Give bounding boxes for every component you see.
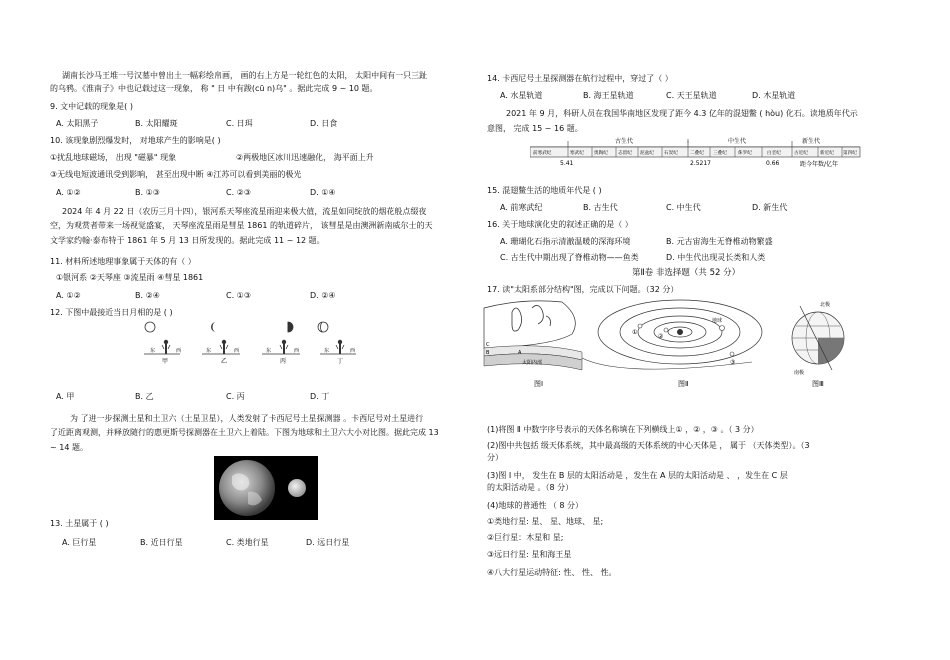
q17-part-4-1: ①类地行星: 星、 星、地球、 星;	[487, 517, 604, 526]
q17-part-4-4: ④八大行星运动特征: 性、 性、 性。	[487, 568, 617, 577]
planet-1-icon	[664, 328, 668, 332]
q9-option-d[interactable]: D. 日食	[310, 119, 338, 128]
q17-part-1: (1)将图 Ⅱ 中数字序号表示的天体名称填在下列横线上① ，② ，③ 。（ 3 分）	[487, 425, 759, 434]
q10-option-b[interactable]: B. ①③	[135, 188, 160, 197]
timeline-unit: 距今年数/亿年	[800, 161, 839, 168]
svg-text:东: 东	[206, 348, 212, 354]
intro-15-16-line1: 2021 年 9 月，科研人员在我国华南地区发现了距今 4.3 亿年的混翅鳖 ( hòu) 化石。读地质年代示	[506, 109, 858, 118]
q11-option-d[interactable]: D. ②④	[310, 291, 336, 300]
question-13: 13. 土星属于 ( )	[50, 519, 109, 528]
north-pole-label: 北极	[820, 302, 831, 308]
orbit-num-2: ②	[658, 333, 664, 340]
moon-phase-figure	[140, 318, 360, 374]
svg-text:西: 西	[176, 348, 182, 354]
q13-option-c[interactable]: C. 类地行星	[226, 538, 269, 547]
period-precambrian: 前寒武纪	[533, 151, 552, 156]
q17-part-2-line1: (2)图中共包括 级天体系统，其中最高级的天体系统的中心天体是 ， 属于 （天体类型）。（3	[487, 441, 810, 450]
q9-option-a[interactable]: A. 太阳黑子	[56, 119, 99, 128]
q11-option-b[interactable]: B. ②④	[135, 291, 160, 300]
fig-label-yi: 乙	[221, 358, 228, 365]
q10-item-2: ②两极地区冰川迅速融化， 海平面上升	[236, 153, 374, 162]
sun-icon	[677, 329, 683, 335]
figure-3-globe	[792, 301, 844, 388]
age-541: 5.41	[560, 160, 574, 167]
section-2-title: 第Ⅱ卷 非选择题（共 52 分）	[632, 268, 741, 278]
q11-option-c[interactable]: C. ①③	[226, 291, 252, 300]
q17-part-3-line2: 的太阳活动是 。（8 分）	[487, 483, 574, 492]
fig-label-bing: 丙	[280, 358, 287, 365]
figure-3-label: 图Ⅲ	[812, 380, 824, 388]
age-066: 0.66	[766, 160, 780, 167]
period-devonian: 泥盆纪	[640, 151, 654, 156]
intro-11-12-line3: 文学家约翰·泰布特于 1861 年 5 月 13 日所发现的。据此完成 11 ~ 12 题。	[50, 236, 325, 245]
planet-3-icon	[730, 352, 734, 356]
period-permian: 二叠纪	[690, 151, 704, 156]
intro-9-10-line1: 湖南长沙马王堆一号汉墓中曾出土一幅彩绘帛画， 画的右上方是一轮红色的太阳， 太阳中间有一只三趾	[62, 71, 428, 80]
q17-part-3-line1: (3)图 Ⅰ 中， 发生在 B 层的太阳活动是 ，发生在 A 层的太阳活动是 、 ，发生在 C 层	[487, 471, 788, 480]
q17-part-4-3: ③远日行星: 星和海王星	[487, 550, 572, 559]
period-triassic: 三叠纪	[713, 151, 727, 156]
sun-interior-label: 太阳内部	[522, 360, 543, 366]
moon-full-icon	[145, 322, 155, 332]
q10-option-d[interactable]: D. ①④	[310, 188, 336, 197]
period-paleogene: 古近纪	[794, 151, 808, 156]
period-quaternary: 第四纪	[843, 151, 857, 156]
q16-option-d[interactable]: D. 中生代出现灵长类和人类	[666, 253, 766, 262]
q16-option-a[interactable]: A. 珊瑚化石指示清澈温暖的深海环境	[500, 237, 631, 246]
q17-part-4-2: ②巨行星：木星和 星;	[487, 533, 564, 542]
q15-option-a[interactable]: A. 前寒武纪	[500, 203, 543, 212]
svg-text:西: 西	[350, 348, 356, 354]
q17-part-4: (4)地球的普通性 （ 8 分）	[487, 501, 584, 510]
q11-items: ①银河系 ②天琴座 ③流星雨 ④彗星 1861	[56, 273, 204, 282]
q12-option-a[interactable]: A. 甲	[56, 392, 75, 401]
svg-text:东: 东	[150, 348, 156, 354]
q17-part-2-line2: 分）	[487, 453, 503, 462]
earth-titan-comparison-image	[214, 456, 318, 520]
fig-label-jia: 甲	[162, 358, 169, 365]
svg-text:东: 东	[266, 348, 272, 354]
intro-15-16-line2: 意图， 完成 15 ~ 16 题。	[487, 124, 583, 133]
q13-option-b[interactable]: B. 近日行星	[140, 538, 183, 547]
figure-2-label: 图Ⅱ	[678, 380, 689, 388]
period-neogene: 新近纪	[820, 151, 834, 156]
orbit-num-3: ③	[730, 359, 736, 366]
layer-c-label: C	[486, 342, 490, 348]
solar-system-figures	[482, 298, 882, 390]
period-cretaceous: 白垩纪	[767, 151, 781, 156]
orbit-num-1: ①	[632, 329, 638, 336]
q16-option-b[interactable]: B. 元古宙海生无脊椎动物繁盛	[666, 237, 773, 246]
q10-items-3-4: ③无线电短波通讯受到影响， 甚至出现中断 ④江苏可以看到美丽的极光	[50, 170, 302, 179]
period-silurian: 志留纪	[618, 151, 632, 156]
q12-option-d[interactable]: D. 丁	[310, 392, 330, 401]
q14-option-a[interactable]: A. 水星轨道	[500, 91, 543, 100]
geologic-timeline	[530, 135, 870, 175]
period-carboniferous: 石炭纪	[664, 151, 678, 156]
q14-option-d[interactable]: D. 木星轨道	[752, 91, 796, 100]
q10-item-1: ①扰乱地球磁场， 出现 "磁暴" 现象	[50, 153, 177, 162]
figure-1-label: 图Ⅰ	[534, 380, 544, 388]
intro-13-14-line2: 了近距离观测，并释放随行的惠更斯号探测器在土卫六上着陆。下图为地球和土卫六大小对比图。据此完成 13	[50, 428, 439, 437]
q10-option-c[interactable]: C. ②③	[226, 188, 252, 197]
moon-gibbous-icon	[318, 322, 323, 332]
q9-option-c[interactable]: C. 日珥	[226, 119, 253, 128]
period-jurassic: 侏罗纪	[738, 151, 752, 156]
era-mesozoic: 中生代	[728, 138, 747, 145]
question-9: 9. 文中记载的现象是( )	[50, 102, 133, 111]
layer-b-label: B	[486, 350, 490, 356]
intro-13-14-line1: 为 了进一步探测土星和土卫六（土星卫星），人类发射了卡西尼号土星探测器 。卡西尼号对土星进行	[70, 414, 424, 423]
question-17: 17. 读"太阳系部分结构"图，完成以下问题。（32 分）	[487, 285, 679, 294]
q15-option-b[interactable]: B. 古生代	[583, 203, 618, 212]
q14-option-c[interactable]: C. 天王星轨道	[666, 91, 717, 100]
q12-option-c[interactable]: C. 丙	[226, 392, 245, 401]
intro-9-10-line2: 的乌鸦。《淮南子》中也记载过这一现象， 称 " 日 中有踆(cū n)乌" 。据此完成 9 ~ 10 题。	[50, 84, 378, 93]
q10-option-a[interactable]: A. ①②	[56, 188, 81, 197]
intro-11-12-line2: 空，为观赏者带来一场视觉盛宴， 天琴座流星雨是彗星 1861 的轨道碎片， 该彗星是由澳洲新南威尔士的天	[50, 221, 433, 230]
q13-option-a[interactable]: A. 巨行星	[62, 538, 97, 547]
q15-option-d[interactable]: D. 新生代	[752, 203, 788, 212]
svg-text:西: 西	[294, 348, 300, 354]
south-pole-label: 南极	[794, 370, 805, 376]
intro-11-12-line1: 2024 年 4 月 22 日（农历三月十四），银河系天琴座流星雨迎来极大值，流星如同绽放的烟花般点缀夜	[62, 207, 427, 216]
q9-option-b[interactable]: B. 太阳耀斑	[135, 119, 178, 128]
age-25217: 2.5217	[690, 160, 711, 167]
earth-label: 地球	[712, 318, 723, 324]
q13-option-d[interactable]: D. 远日行星	[306, 538, 350, 547]
earth-orbit-icon	[720, 326, 725, 331]
question-15: 15. 混翅鳖生活的地质年代是 ( )	[487, 186, 602, 195]
layer-a-label: A	[518, 350, 522, 356]
question-12: 12. 下图中最接近当日月相的是 ( )	[50, 308, 173, 317]
era-paleozoic: 古生代	[615, 138, 634, 145]
q12-option-b[interactable]: B. 乙	[135, 392, 154, 401]
question-16: 16. 关于地球演化史的叙述正确的是（ ）	[487, 220, 633, 229]
question-14: 14. 卡西尼号土星探测器在航行过程中，穿过了（ ）	[487, 74, 673, 83]
titan-moon-icon	[288, 479, 306, 497]
intro-13-14-line3: ~ 14 题。	[50, 443, 88, 452]
question-11: 11. 材料所述地理事象属于天体的有（ ）	[50, 257, 196, 266]
period-ordovician: 奥陶纪	[594, 151, 608, 156]
moon-crescent-icon	[211, 322, 216, 332]
question-10: 10. 该现象剧烈爆发时， 对地球产生的影响是( )	[50, 136, 221, 145]
moon-half-icon	[288, 322, 293, 332]
earth-planet-icon	[219, 460, 275, 516]
q16-option-c[interactable]: C. 古生代中期出现了脊椎动物——鱼类	[500, 253, 639, 262]
era-cenozoic: 新生代	[802, 138, 821, 145]
period-cambrian: 寒武纪	[570, 151, 584, 156]
figure-1-sun-structure	[484, 301, 582, 388]
q14-option-b[interactable]: B. 海王星轨道	[583, 91, 634, 100]
svg-text:西: 西	[234, 348, 240, 354]
q11-option-a[interactable]: A. ①②	[56, 291, 81, 300]
q15-option-c[interactable]: C. 中生代	[666, 203, 701, 212]
svg-text:东: 东	[324, 348, 330, 354]
fig-label-ding: 丁	[337, 358, 344, 365]
